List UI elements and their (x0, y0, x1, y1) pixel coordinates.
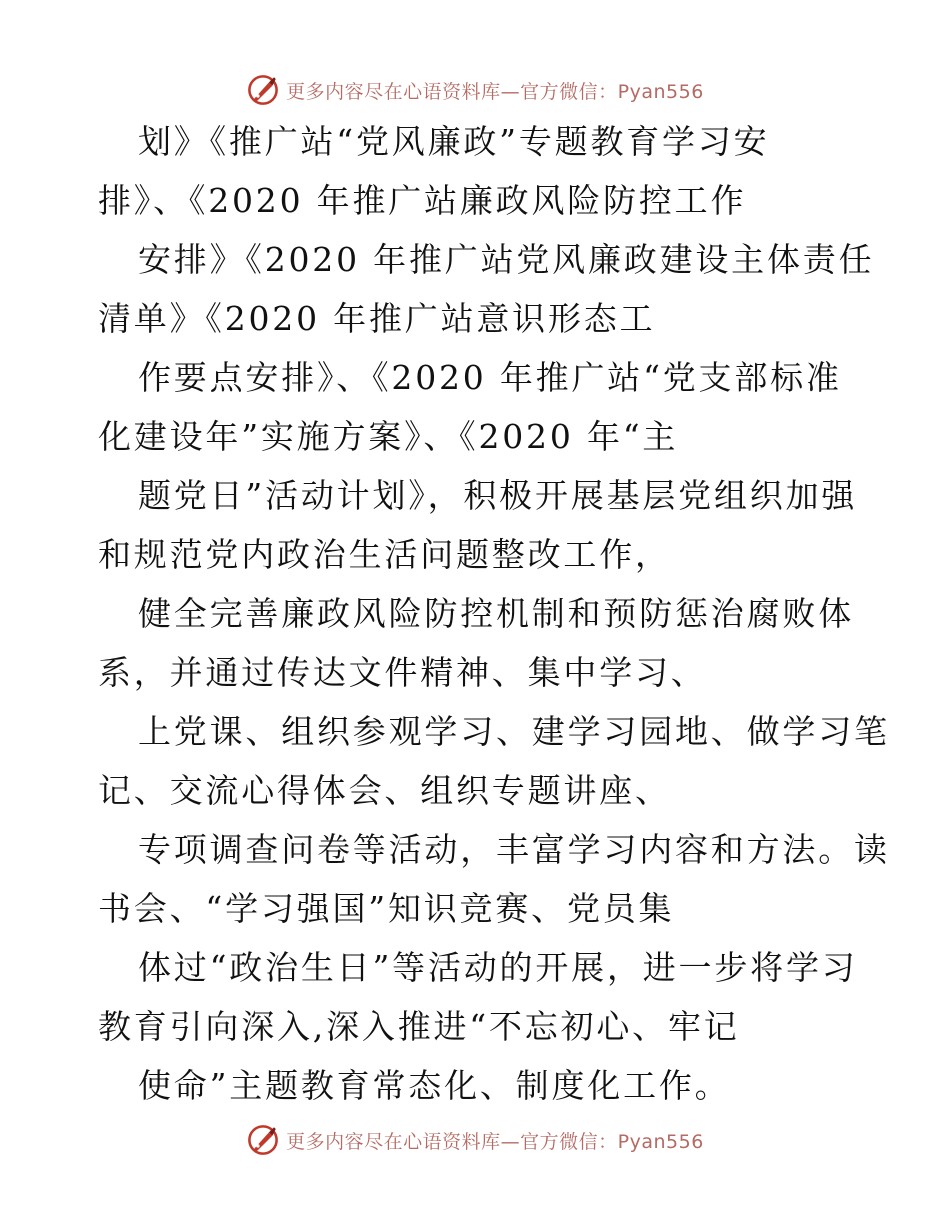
text-line: 和规范党内政治生活问题整改工作， (98, 535, 671, 574)
footer-watermark (0, 1120, 950, 1160)
text-line: 安排》《2020 年推广站党风廉政建设主体责任 (138, 240, 875, 279)
text-line: 书会、“学习强国”知识竞赛、党员集 (98, 889, 675, 928)
text-line: 系，并通过传达文件精神、集中学习、 (98, 653, 707, 692)
text-line: 题党日”活动计划》，积极开展基层党组织加强 (138, 476, 858, 515)
text-line: 教育引向深入,深入推进“不忘初心、牢记 (98, 1007, 740, 1046)
text-line: 使命”主题教育常态化、制度化工作。 (138, 1066, 731, 1105)
watermark-text: 更多内容尽在心语资料库—官方微信：Pyan556 (286, 80, 704, 103)
text-line: 专项调查问卷等活动，丰富学习内容和方法。读 (138, 830, 890, 869)
text-line: 上党课、组织参观学习、建学习园地、做学习笔 (138, 712, 890, 751)
text-line: 清单》《2020 年推广站意识形态工 (98, 299, 656, 338)
header-watermark (0, 70, 950, 110)
text-line: 记、交流心得体会、组织专题讲座、 (98, 771, 671, 810)
text-line: 划》《推广站“党风廉政”专题教育学习安 (138, 122, 770, 161)
watermark-text: 更多内容尽在心语资料库—官方微信：Pyan556 (286, 1130, 704, 1153)
text-line: 健全完善廉政风险防控机制和预防惩治腐败体 (138, 594, 854, 633)
pen-nib-seal-icon (246, 1123, 280, 1157)
text-line: 化建设年”实施方案》、《2020 年“主 (98, 417, 679, 456)
text-line: 作要点安排》、《2020 年推广站“党支部标准 (138, 358, 842, 397)
text-line: 排》、《2020 年推广站廉政风险防控工作 (98, 181, 747, 220)
text-line: 体过“政治生日”等活动的开展，进一步将学习 (138, 948, 858, 987)
pen-nib-seal-icon (246, 73, 280, 107)
